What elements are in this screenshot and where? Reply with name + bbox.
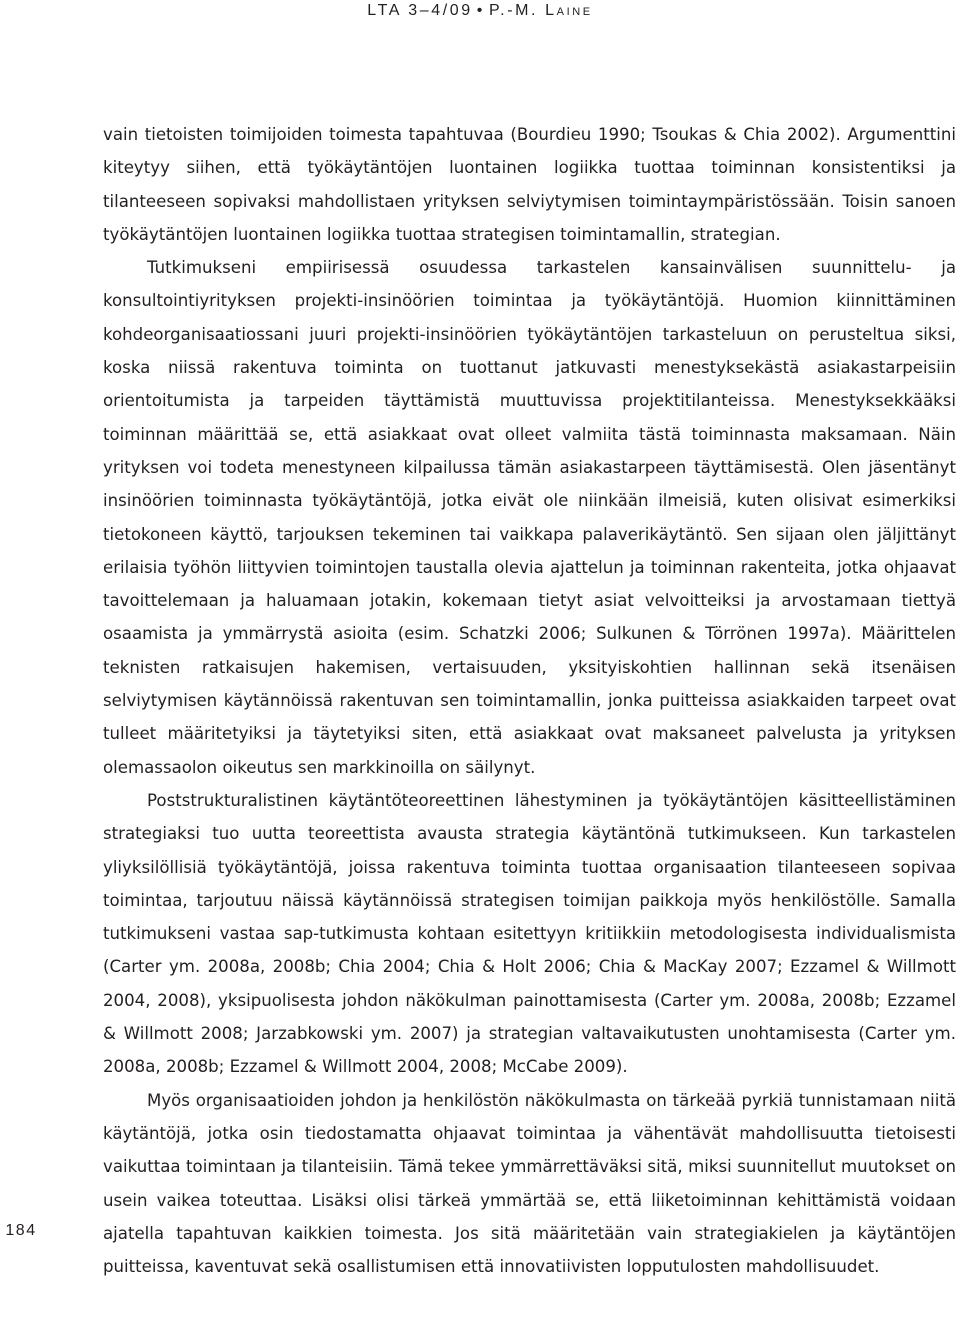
paragraph-1: vain tietoisten toimijoiden toimesta tapahtuvaa (Bourdieu 1990; Tsoukas & Chia 2002). Argumenttini kiteytyy siihen, että työkäytäntöjen luontainen logiikka tuottaa toiminnan konsistentiksi ja tilanteeseen sopivaksi mahdollistaen yrityksen selviytymisen toimintaympäristössään. Toisin sanoen työkäytäntöjen luontainen logiikka tuottaa strategisen toimintamallin, strategian.	[103, 125, 956, 244]
paragraph-4: Myös organisaatioiden johdon ja henkilöstön näkökulmasta on tärkeää pyrkiä tunnistamaan niitä käytäntöjä, jotka osin tiedostamatta ohjaavat toimintaa ja vähentävät mahdollisuutta tietoisesti vaikuttaa toimintaan ja tilanteisiin. Tämä tekee ymmärrettäväksi sitä, miksi suunnitellut muutokset on usein vaikea toteuttaa. Lisäksi olisi tärkeä ymmärtää se, että liiketoiminnan kehittämistä voidaan ajatella tapahtuvan kaikkien toimesta. Jos sitä määritetään vain strategiakielen ja käytäntöjen puitteissa, kaventuvat sekä osallistumisen että innovatiivisten lopputulosten mahdollisuudet.	[103, 1090, 956, 1277]
body-text	[103, 118, 956, 1283]
header-separator: •	[476, 2, 485, 19]
paragraph-3: Poststrukturalistinen käytäntöteoreettinen lähestyminen ja työkäytäntöjen käsitteellistäminen strategiaksi tuo uutta teoreettista avausta strategia käytäntönä tutkimukseen. Kun tarkastelen yliyksilöllisiä työkäytäntöjä, joissa rakentuva toiminta tuottaa organisaation tilanteeseen sopivaa toimintaa, tarjoutuu näissä käytännöissä strategisen toimijan paikkoja myös henkilöstölle. Samalla tutkimukseni vastaa sap-tutkimusta kohtaan esitettyyn kritiikkiin metodologisesta individualismista (Carter ym. 2008a, 2008b; Chia 2004; Chia & Holt 2006; Chia & MacKay 2007; Ezzamel & Willmott 2004, 2008), yksipuolisesta johdon näkökulman painottamisesta (Carter ym. 2008a, 2008b; Ezzamel & Willmott 2008; Jarzabkowski ym. 2007) ja strategian valtavaikutusten unohtamisesta (Carter ym. 2008a, 2008b; Ezzamel & Willmott 2004, 2008; McCabe 2009).	[103, 790, 956, 1077]
running-header	[0, 2, 960, 20]
page-number: 184	[5, 1222, 37, 1239]
paragraph-2: Tutkimukseni empiirisessä osuudessa tarkastelen kansainvälisen suunnittelu- ja konsultointiyrityksen projekti-insinöörien toimintaa ja työkäytäntöjä. Huomion kiinnittäminen kohdeorganisaatiossani juuri projekti-insinöörien työkäytäntöjen tarkasteluun on perusteltua siksi, koska niissä rakentuva toiminta on tuottanut jatkuvasti menestyksekästä asiakastarpeisiin orientoitumista ja tarpeiden täyttämistä muuttuvissa projektitilanteissa. Menestyksekkääksi toiminnan määrittää se, että asiakkaat ovat olleet valmiita tästä toiminnasta maksamaan. Näin yrityksen voi todeta menestyneen kilpailussa tämän asiakastarpeen täyttämisestä. Olen jäsentänyt insinöörien toiminnasta työkäytäntöjä, jotka eivät ole niinkään ilmeisiä, kuten olisivat esimerkiksi tietokoneen käyttö, tarjouksen tekeminen tai vaikkapa palaverikäytäntö. Sen sijaan olen jäljittänyt erilaisia työhön liittyvien toimintojen taustalla olevia ajattelun ja toiminnan rakenteita, jotka ohjaavat tavoittelemaan ja haluamaan jotakin, kokemaan tietyt asiat velvoitteiksi ja arvostamaan tiettyä osaamista ja ymmärrystä asioita (esim. Schatzki 2006; Sulkunen & Törrönen 1997a). Määrittelen teknisten ratkaisujen hakemisen, vertaisuuden, yksityiskohtien hallinnan sekä itsenäisen selviytymisen käytännöissä rakentuvan sen toimintamallin, jonka puitteissa asiakkaiden tarpeet ovat tulleet määritetyiksi ja täytetyiksi siten, että asiakkaat ovat maksaneet palvelusta ja yrityksen olemassaolon oikeutus sen markkinoilla on säilynyt.	[103, 258, 956, 777]
author-name: P.-M. Laine	[488, 2, 593, 19]
journal-issue: LTA 3–4/09	[367, 2, 473, 19]
